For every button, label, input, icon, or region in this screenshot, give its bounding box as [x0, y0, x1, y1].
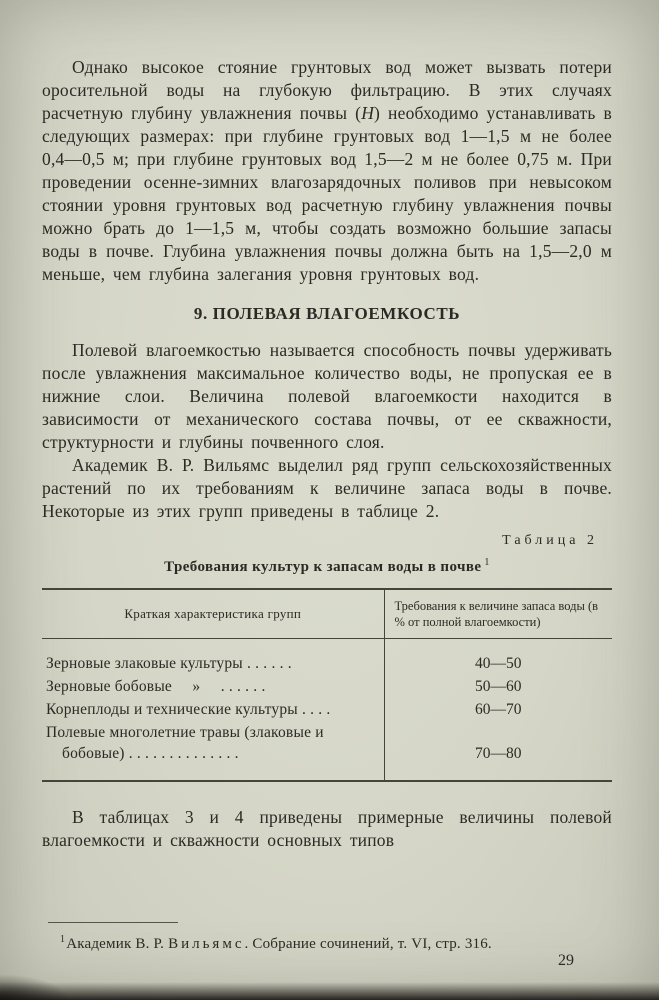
scan-edge-shadow: [0, 982, 659, 1000]
table-row: [42, 639, 612, 676]
row-label: Корнеплоды и технические культуры . . . .: [42, 698, 384, 721]
footnote-text-post: . Собрание сочинений, т. VI, стр. 316.: [244, 936, 492, 952]
table-number-label: Таблица 2: [502, 533, 598, 548]
row-value: 50—60: [475, 678, 522, 695]
paragraph-field-capacity: Полевой влагоемкостью называется способность почвы удерживать после увлажнения максимальное количество воды, не пропуская ее в нижние слои. Величина полевой влагоемкости находится в зависимости от механического состава почвы, от ее скважности, структурности и глубины почвенного слоя.: [42, 340, 612, 452]
scan-corner-shadow: [0, 974, 70, 1000]
paragraph-groundwater-text-2: ) необходимо устанавливать в следующих размерах: при глубине грунтовых вод 1—1,5 м не более 0,4—0,5 м; при глубине грунтовых вод 1,5—2 м не более 0,75 м. При проведении осенне-зимних влагозарядочных поливов при невысоком стоянии уровня грунтовых вод расчетную глубину увлажнения почвы можно брать до 1—1,5 м, чтобы создать возможно большие запасы воды в почве. Глубина увлажнения почвы должна быть на 1,5—2,0 м меньше, чем глубина залегания уровня грунтовых вод.: [42, 103, 612, 284]
col-header-group-description: Краткая характеристика групп: [42, 589, 384, 639]
row-label: Зерновые бобовые » . . . . . .: [42, 675, 384, 698]
section-heading: 9. ПОЛЕВАЯ ВЛАГОЕМКОСТЬ: [193, 304, 461, 323]
paragraph-groundwater: [42, 56, 612, 286]
table-row: [42, 698, 612, 721]
table-body: [42, 639, 612, 782]
row-label: Зерновые злаковые культуры . . . . . .: [42, 639, 384, 676]
table-header: [42, 589, 612, 639]
table-title-footnote-marker: 1: [484, 557, 490, 568]
footnote-author-name: Вильямс: [168, 936, 245, 952]
table-title: [42, 557, 612, 576]
row-value: 60—70: [475, 701, 522, 718]
water-requirements-table: [42, 588, 612, 782]
row-value: 70—80: [475, 745, 522, 762]
table-row: [42, 721, 612, 781]
variable-h: Н: [361, 103, 375, 123]
footnote-marker: 1: [60, 934, 66, 945]
footnote: [42, 922, 612, 954]
table-row: [42, 675, 612, 698]
paragraph-groundwater-text-1: Однако высокое стояние грунтовых вод может вызвать потери оросительной воды на глубокую фильтрацию. В этих случаях расчетную глубину увлажнения почвы (: [42, 57, 612, 123]
footnote-separator-rule: [48, 922, 178, 923]
table-title-text: Требования культур к запасам воды в почве: [164, 559, 482, 575]
paragraph-vilyams-groups: Академик В. Р. Вильямс выделил ряд групп сельскохозяйственных растений по их требованиям к величине запаса воды в почве. Некоторые из этих групп приведены в таблице 2.: [42, 455, 612, 521]
row-label: Полевые многолетние травы (злаковые и бобовые) . . . . . . . . . . . . . .: [42, 721, 384, 781]
paragraph-tables-3-4: В таблицах 3 и 4 приведены примерные величины полевой влагоемкости и скважности основных типов: [42, 807, 612, 850]
col-header-water-requirement: Требования к величине запаса воды (в % от полной влагоемкости): [384, 589, 612, 639]
page-content: [42, 56, 612, 852]
row-value: 40—50: [475, 655, 522, 672]
footnote-text: [42, 930, 612, 954]
footnote-text-pre: Академик В. Р.: [66, 936, 169, 952]
page-number: 29: [558, 952, 574, 969]
